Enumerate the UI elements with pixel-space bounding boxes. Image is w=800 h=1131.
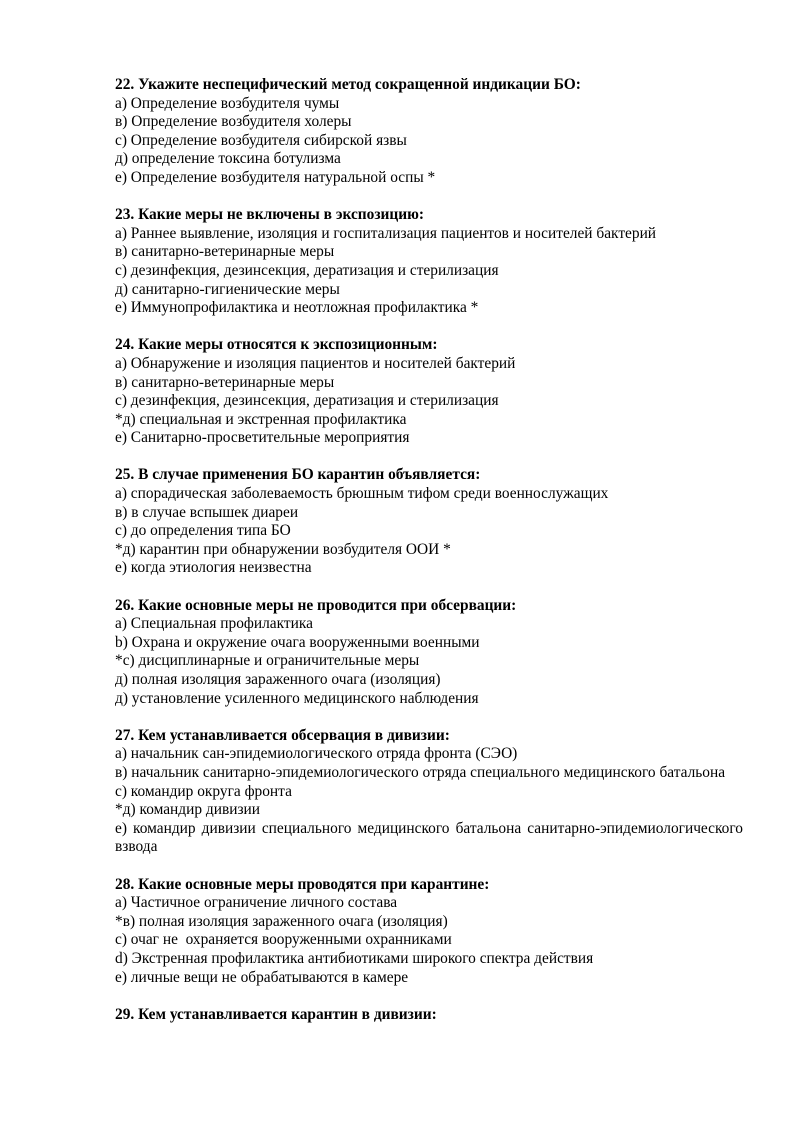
answer-option: с) Определение возбудителя сибирской язвы (115, 131, 407, 149)
answer-option: *с) дисциплинарные и ограничительные меры (115, 652, 420, 670)
answer-option: а) Определение возбудителя чумы (115, 94, 340, 112)
answer-option: с) до определения типа БО (115, 522, 291, 540)
question-title: 24. Какие меры относятся к экспозиционным: (115, 336, 438, 354)
answer-option: а) начальник сан-эпидемиологического отряда фронта (СЭО) (115, 745, 518, 763)
question-title: 29. Кем устанавливается карантин в дивизии: (115, 1005, 437, 1023)
answer-option: е) Иммунопрофилактика и неотложная профилактика * (115, 299, 479, 317)
answer-option: е) Определение возбудителя натуральной оспы * (115, 168, 436, 186)
answer-option: е) Санитарно-просветительные мероприятия (115, 429, 410, 447)
question-26 (115, 597, 743, 709)
question-title: 27. Кем устанавливается обсервация в дивизии: (115, 726, 450, 744)
answer-option: а) Раннее выявление, изоляция и госпитализация пациентов и носителей бактерий (115, 224, 657, 242)
answer-option: д) полная изоляция зараженного очага (изоляция) (115, 671, 441, 688)
answer-option: с) дезинфекция, дезинсекция, дератизация и стерилизация (115, 261, 499, 279)
answer-option: с) дезинфекция, дезинсекция, дератизация и стерилизация (115, 392, 499, 410)
question-title: 22. Укажите неспецифический метод сокращенной индикации БО: (115, 76, 581, 93)
question-title: 23. Какие меры не включены в экспозицию: (115, 206, 425, 224)
answer-option: д) установление усиленного медицинского наблюдения (115, 689, 479, 707)
question-25 (115, 466, 743, 578)
answer-option: д) санитарно-гигиенические меры (115, 280, 340, 298)
answer-option: *д) карантин при обнаружении возбудителя ООИ * (115, 540, 451, 558)
answer-option: в) начальник санитарно-эпидемиологического отряда специального медицинского батальона (115, 763, 726, 781)
answer-option: е) когда этиология неизвестна (115, 559, 312, 577)
question-title: 25. В случае применения БО карантин объявляется: (115, 466, 481, 484)
answer-option: д) определение токсина ботулизма (115, 150, 341, 168)
answer-option: в) в случае вспышек диареи (115, 503, 299, 521)
answer-option: с) очаг не охраняется вооруженными охранниками (115, 931, 452, 949)
document-page (115, 76, 743, 1043)
answer-option: с) командир округа фронта (115, 782, 292, 800)
answer-option: в) санитарно-ветеринарные меры (115, 243, 335, 261)
answer-option: е) личные вещи не обрабатываются в камере (115, 968, 409, 986)
question-29 (115, 1006, 743, 1025)
question-23 (115, 206, 743, 318)
answer-option: а) Обнаружение и изоляция пациентов и носителей бактерий (115, 354, 516, 372)
answer-option: а) Специальная профилактика (115, 615, 313, 633)
question-27 (115, 727, 743, 857)
answer-option: а) спорадическая заболеваемость брюшным тифом среди военнослужащих (115, 485, 609, 503)
answer-option: *в) полная изоляция зараженного очага (изоляция) (115, 912, 448, 930)
question-24 (115, 336, 743, 448)
answer-option: b) Охрана и окружение очага вооруженными военными (115, 633, 480, 651)
answer-option: а) Частичное ограничение личного состава (115, 894, 398, 912)
answer-option: е) командир дивизии специального медицинского батальона санитарно-эпидемиологического взвода (115, 819, 743, 856)
question-28 (115, 876, 743, 988)
question-title: 26. Какие основные меры не проводится при обсервации: (115, 596, 517, 614)
answer-option: в) Определение возбудителя холеры (115, 113, 352, 131)
answer-option: *д) командир дивизии (115, 801, 261, 819)
question-title: 28. Какие основные меры проводятся при карантине: (115, 875, 490, 893)
answer-option: d) Экстренная профилактика антибиотиками широкого спектра действия (115, 949, 594, 967)
question-22 (115, 76, 743, 188)
answer-option: в) санитарно-ветеринарные меры (115, 373, 335, 391)
answer-option: *д) специальная и экстренная профилактика (115, 410, 407, 428)
